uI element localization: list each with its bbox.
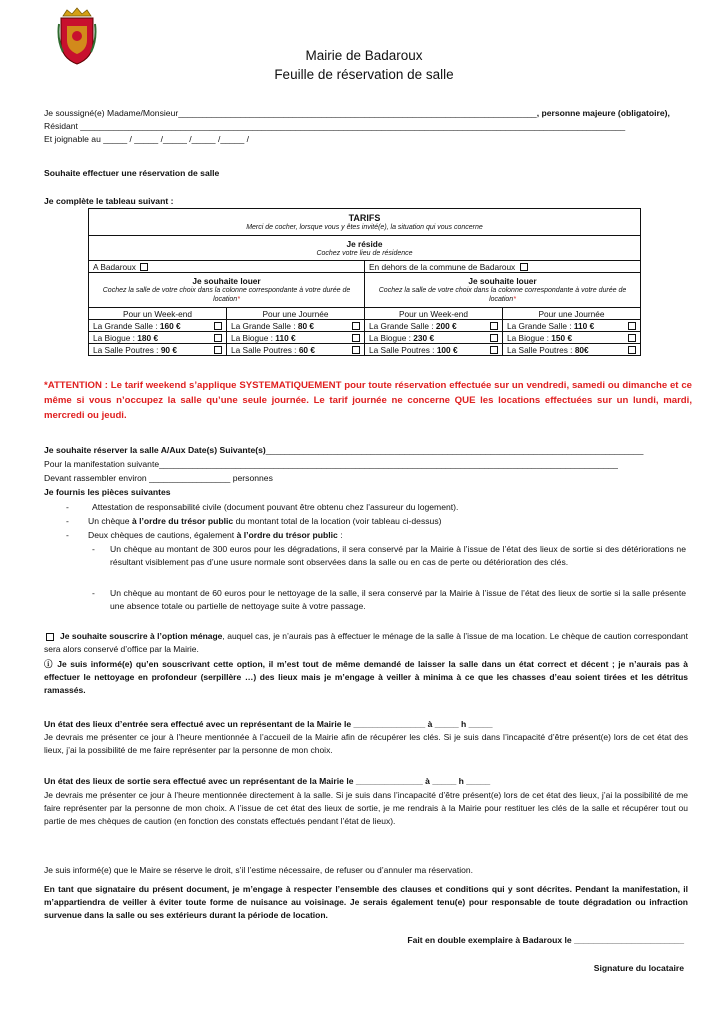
info-icon: ⓘ	[44, 659, 54, 669]
rent-title-right: Je souhaite louer	[468, 276, 537, 286]
tarifs-title: TARIFS	[348, 212, 381, 223]
tarifs-note: Merci de cocher, lorsque vous y êtes invité(e), la situation qui vous concerne	[246, 223, 483, 231]
checkbox-lw-biogue[interactable]	[214, 334, 222, 342]
rent-note-left: Cochez la salle de votre choix dans la colonne correspondante à votre durée de location	[102, 287, 351, 303]
intro-reservation: Souhaite effectuer une réservation de salle	[44, 168, 220, 178]
checkbox-rw-biogue[interactable]	[490, 334, 498, 342]
tarifs-table: TARIFS Merci de cocher, lorsque vous y êtes invité(e), la situation qui vous concerne Je réside Cochez votre lieu de résidence A Badaroux En dehors de la commune de Badaroux Je souhaite louer Cochez la salle de votre choix dans la colonne correspondante à votre durée de location* Je souhaite louer Cochez la salle de votre choix dans la colonne correspondante à votre durée de location* Pour un Week-end Pour une Journée Pour un Week-end Pour une Journée La Grande Salle : 160 € La Grande Salle : 80 € La Grande Salle : 200 € La Grande Salle : 110 € La Biogue : 180 € La Biogue : 110 € La Biogue : 230 € La Biogue : 150 € La Salle Poutres : 90 € La Salle Poutres : 60 € La Salle Poutres : 100 € La Salle Poutres : 80€	[88, 208, 641, 356]
piece-cheque: Un chèque à l’ordre du trésor public du montant total de la location (voir tableau ci-dessus)	[88, 516, 442, 526]
checkbox-ld-grande[interactable]	[352, 322, 360, 330]
col-day-right: Pour une Journée	[503, 308, 641, 320]
rent-note-right: Cochez la salle de votre choix dans la colonne correspondante à votre durée de location	[378, 287, 627, 303]
checkbox-rd-poutres[interactable]	[628, 346, 636, 354]
engagement-text: En tant que signataire du présent document, je m’engage à respecter l’ensemble des clauses et conditions qui y sont décrites. Pendant la manifestation, il m’appartiendra de veiller à éviter toute forme de nuisance au voisinage. Je serais également tenu(e) pour responsable de toute dégradation ou infraction survenue dans la salle ou ses extérieurs durant la période de location.	[44, 884, 688, 920]
checkbox-badaroux[interactable]	[140, 263, 148, 271]
checkbox-rd-biogue[interactable]	[628, 334, 636, 342]
entree-title: Un état des lieux d’entrée sera effectué avec un représentant de la Mairie le _______________ à _____ h _____	[44, 719, 493, 729]
piece-attestation: Attestation de responsabilité civile (document pouvant être obtenu chez l’assureur du logement).	[92, 502, 459, 512]
checkbox-menage[interactable]	[46, 633, 54, 641]
sortie-title: Un état des lieux de sortie sera effectué avec un représentant de la Mairie le ______________ à _____ h _____	[44, 776, 491, 786]
piece-cautions: Deux chèques de cautions, également à l’ordre du trésor public :	[88, 530, 343, 540]
page-title: Mairie de Badaroux	[305, 48, 423, 63]
entree-text: Je devrais me présenter ce jour à l’heure mentionnée à l’accueil de la Mairie afin de récupérer les clés. Si je suis dans l’incapacité d’être présent(e) lors de cet état des lieux, j’ai la possibilité de me faire représenter par la personne de mon choix.	[44, 732, 688, 755]
loc-badaroux-label: A Badaroux	[93, 261, 136, 272]
checkbox-ld-biogue[interactable]	[352, 334, 360, 342]
attention-notice: *ATTENTION : Le tarif weekend s’applique SYSTEMATIQUEMENT pour toute réservation effectuée sur un vendredi, samedi ou dimanche et ce même si vous n’occupez la salle qu’une seule journée. Le tarif journée ne concerne QUE les locations effectuées sur un lundi, mardi, mercredi ou jeudi.	[44, 380, 692, 421]
menage-option: Je souhaite souscrire à l’option ménage, auquel cas, je n’aurais pas à effectuer le ménage de la salle à l’issue de ma location. Le chèque de caution correspondant sera alors conservé d’office par la Mairie.	[44, 631, 688, 654]
dates-line: Je souhaite réserver la salle A/Aux Date(s) Suivante(s)_______________________________________________________________________________	[44, 445, 644, 455]
identity-line-name: Je soussigné(e) Madame/Monsieur___________________________________________________________________________, personne majeure (obligatoire),	[44, 108, 670, 118]
maire-notice: Je suis informé(e) que le Maire se réserve le droit, s’il l’estime nécessaire, de refuser ou d’annuler ma réservation.	[44, 865, 473, 875]
sortie-text: Je devrais me présenter ce jour à l’heure mentionnée directement à la salle. Si je suis dans l’incapacité d’être présent(e) lors de cet état des lieux, j’ai la possibilité de me faire représenter par la personne de mon choix. A l’issue de cet état des lieux de sortie, je me rendrais à la Mairie pour restituer les clés de la salle et récupérer tout ou partie de mes chèques de caution (en fonction des constats effectués pendant l’état de lieux).	[44, 790, 688, 826]
signature-label: Signature du locataire	[593, 963, 684, 973]
intro-table: Je complète le tableau suivant :	[44, 196, 174, 206]
persons-line: Devant rassembler environ _________________ personnes	[44, 473, 273, 483]
loc-outside-label: En dehors de la commune de Badaroux	[369, 261, 516, 272]
reside-title: Je réside	[346, 238, 383, 249]
rent-title-left: Je souhaite louer	[192, 276, 261, 286]
identity-line-phone: Et joignable au _____ / _____ /_____ /_____ /_____ /	[44, 134, 249, 144]
caution-nettoyage: Un chèque au montant de 60 euros pour le nettoyage de la salle, il sera conservé par la Mairie à l’issue de l’état des lieux de sortie si la salle présente une absence totale ou partielle de nettoyage suite à votre passage.	[110, 588, 686, 611]
col-weekend-right: Pour un Week-end	[365, 308, 503, 320]
reside-note: Cochez votre lieu de résidence	[316, 249, 413, 257]
identity-line-address: Résidant __________________________________________________________________________________________________________________	[44, 121, 626, 131]
checkbox-ld-poutres[interactable]	[352, 346, 360, 354]
col-day-left: Pour une Journée	[227, 308, 365, 320]
checkbox-lw-poutres[interactable]	[214, 346, 222, 354]
checkbox-lw-grande[interactable]	[214, 322, 222, 330]
menage-info: ⓘ Je suis informé(e) qu’en souscrivant cette option, il m’est tout de même demandé de laisser la salle dans un état correct et décent ; je n’aurais pas à effectuer le nettoyage en profondeur (serpillère …) des lieux mais je m’engage à veiller à minima à ce que les chasses d’eau soient tirées et les détritus ramassés.	[44, 659, 688, 695]
page-subtitle: Feuille de réservation de salle	[274, 67, 454, 82]
checkbox-outside[interactable]	[520, 263, 528, 271]
checkbox-rw-grande[interactable]	[490, 322, 498, 330]
checkbox-rw-poutres[interactable]	[490, 346, 498, 354]
pieces-title: Je fournis les pièces suivantes	[44, 487, 171, 497]
manifestation-line: Pour la manifestation suivante________________________________________________________________________________________________	[44, 459, 618, 469]
col-weekend-left: Pour un Week-end	[89, 308, 227, 320]
caution-degradations: Un chèque au montant de 300 euros pour les dégradations, il sera conservé par la Mairie à l’issue de l’état des lieux de sortie si des détériorations ne résultant visiblement pas d’une usure normale sont observées dans la salle ou en cas de perte ou détérioration des clés.	[110, 544, 686, 567]
fait-line: Fait en double exemplaire à Badaroux le _______________________	[407, 935, 684, 945]
checkbox-rd-grande[interactable]	[628, 322, 636, 330]
